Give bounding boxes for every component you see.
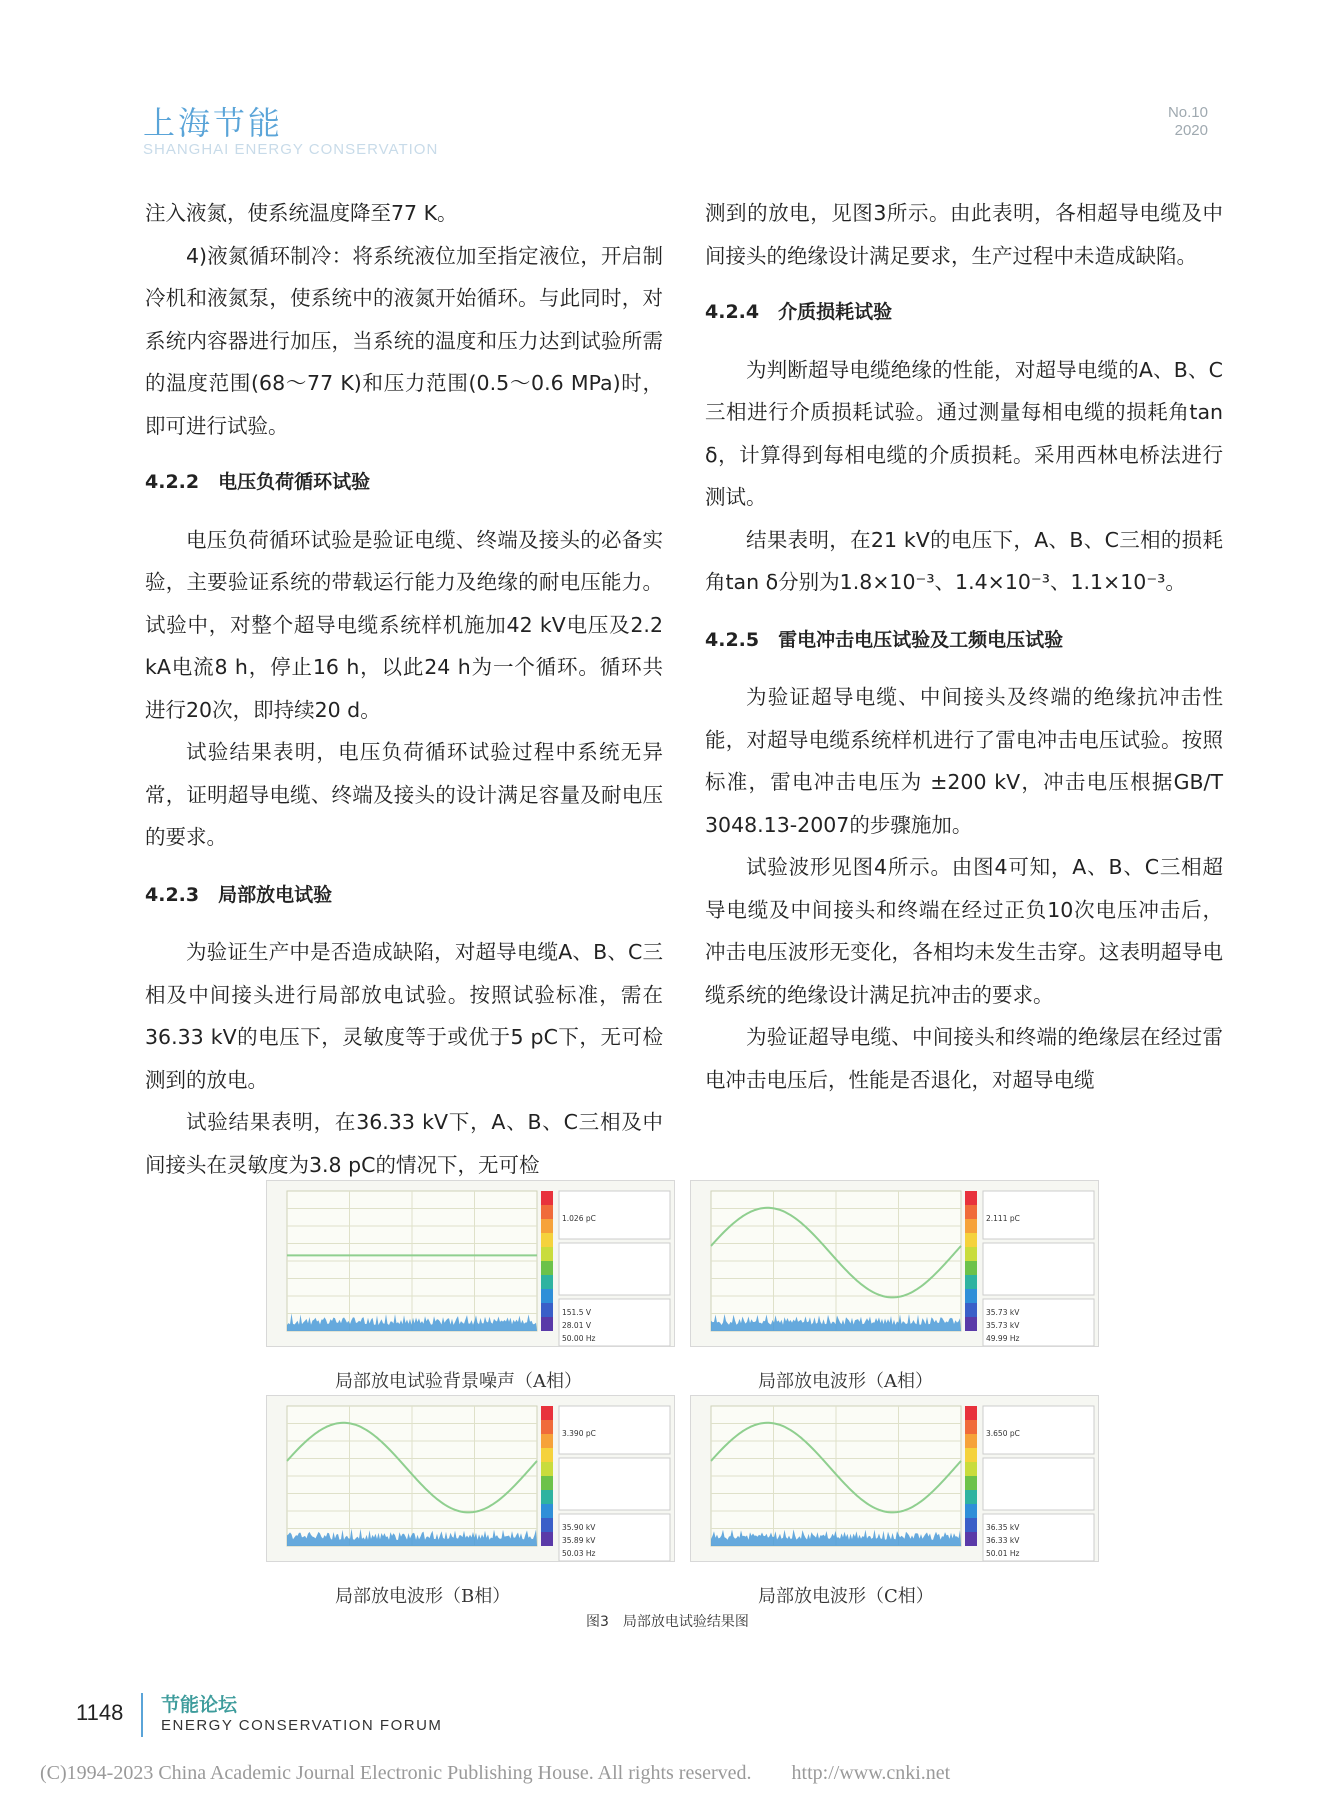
intensity-scale-cell	[541, 1233, 553, 1247]
intensity-scale-cell	[541, 1261, 553, 1275]
left-column	[145, 192, 663, 1186]
readout-value: 49.99 Hz	[986, 1334, 1020, 1343]
footer-divider	[141, 1693, 143, 1737]
paragraph: 结果表明，在21 kV的电压下，A、B、C三相的损耗角tan δ分别为1.8×10⁻³、1.4×10⁻³、1.1×10⁻³。	[705, 527, 1223, 594]
paragraph: 试验结果表明，电压负荷循环试验过程中系统无异常，证明超导电缆、终端及接头的设计满足容量及耐电压的要求。	[145, 740, 663, 849]
copyright-notice: (C)1994-2023 China Academic Journal Electronic Publishing House. All rights reserved. http://www.cnki.net	[40, 1762, 951, 1784]
intensity-scale-cell	[965, 1434, 977, 1448]
readout-value: 50.00 Hz	[562, 1334, 596, 1343]
right-column	[705, 192, 1223, 1101]
readout-value: 50.03 Hz	[562, 1549, 596, 1558]
intensity-scale-cell	[965, 1490, 977, 1504]
figure-caption: 图3 局部放电试验结果图	[586, 1614, 749, 1630]
intensity-scale-cell	[541, 1275, 553, 1289]
paragraph: 为验证生产中是否造成缺陷，对超导电缆A、B、C三相及中间接头进行局部放电试验。按照试验标准，需在36.33 kV的电压下，灵敏度等于或优于5 pC下，无可检测到的放电。	[145, 940, 663, 1092]
intensity-scale-cell	[965, 1448, 977, 1462]
issue-year: 2020	[1174, 122, 1208, 139]
intensity-scale-cell	[541, 1247, 553, 1261]
intensity-scale-cell	[965, 1420, 977, 1434]
pd-plot	[267, 1396, 674, 1561]
section-heading-4-2-4: 4.2.4 介质损耗试验	[705, 301, 893, 323]
intensity-scale-cell	[541, 1289, 553, 1303]
paragraph: 为判断超导电缆绝缘的性能，对超导电缆的A、B、C三相进行介质损耗试验。通过测量每相电缆的损耗角tan δ，计算得到每相电缆的介质损耗。采用西林电桥法进行测试。	[705, 357, 1223, 509]
intensity-scale-cell	[965, 1289, 977, 1303]
issue-info	[1168, 104, 1208, 140]
readout-value: 50.01 Hz	[986, 1549, 1020, 1558]
intensity-scale-cell	[965, 1476, 977, 1490]
readout-value: 35.89 kV	[562, 1536, 596, 1545]
readout-value: 35.90 kV	[562, 1523, 596, 1532]
paragraph: 测到的放电，见图3所示。由此表明，各相超导电缆及中间接头的绝缘设计满足要求，生产过程中未造成缺陷。	[705, 201, 1223, 268]
intensity-scale-cell	[541, 1406, 553, 1420]
intensity-scale-cell	[541, 1518, 553, 1532]
readout-value: 36.35 kV	[986, 1523, 1020, 1532]
intensity-scale-cell	[965, 1504, 977, 1518]
paragraph: 试验波形见图4所示。由图4可知，A、B、C三相超导电缆及中间接头和终端在经过正负10次电压冲击后，冲击电压波形无变化，各相均未发生击穿。这表明超导电缆系统的绝缘设计满足抗冲击的要求。	[705, 855, 1223, 1007]
intensity-scale-cell	[541, 1205, 553, 1219]
intensity-scale-cell	[541, 1420, 553, 1434]
intensity-scale-cell	[965, 1532, 977, 1546]
readout-value: 35.73 kV	[986, 1308, 1020, 1317]
page-number: 1148	[76, 1700, 124, 1725]
journal-title-en: SHANGHAI ENERGY CONSERVATION	[143, 141, 439, 158]
intensity-scale-cell	[965, 1191, 977, 1205]
readout-value: 151.5 V	[562, 1308, 591, 1317]
pd-panel-wave-a	[690, 1180, 1099, 1347]
intensity-scale-cell	[965, 1233, 977, 1247]
pd-panel-wave-b	[266, 1395, 675, 1562]
intensity-scale-cell	[541, 1434, 553, 1448]
intensity-scale-cell	[541, 1219, 553, 1233]
intensity-scale-cell	[965, 1247, 977, 1261]
issue-number: No.10	[1167, 104, 1208, 121]
intensity-scale-cell	[965, 1275, 977, 1289]
paragraph: 为验证超导电缆、中间接头及终端的绝缘抗冲击性能，对超导电缆系统样机进行了雷电冲击电压试验。按照标准，雷电冲击电压为 ±200 kV，冲击电压根据GB/T 3048.13-2007的步骤施加。	[705, 685, 1223, 837]
readout-value: 3.650 pC	[986, 1429, 1020, 1438]
pd-plot	[691, 1181, 1098, 1346]
paragraph: 注入液氮，使系统温度降至77 K。	[145, 201, 458, 225]
intensity-scale-cell	[541, 1448, 553, 1462]
paragraph: 试验结果表明，在36.33 kV下，A、B、C三相及中间接头在灵敏度为3.8 pC的情况下，无可检	[145, 1110, 663, 1177]
intensity-scale-cell	[965, 1317, 977, 1331]
intensity-scale-cell	[541, 1504, 553, 1518]
intensity-scale-cell	[541, 1462, 553, 1476]
readout-value: 35.73 kV	[986, 1321, 1020, 1330]
intensity-scale-cell	[541, 1532, 553, 1546]
intensity-scale-cell	[541, 1317, 553, 1331]
panel-caption: 局部放电波形（C相）	[758, 1586, 934, 1607]
paragraph: 电压负荷循环试验是验证电缆、终端及接头的必备实验，主要验证系统的带载运行能力及绝缘的耐电压能力。试验中，对整个超导电缆系统样机施加42 kV电压及2.2 kA电流8 h，停止16 h，以此24 h为一个循环。循环共进行20次，即持续20 d。	[145, 527, 663, 722]
intensity-scale-cell	[965, 1518, 977, 1532]
readout-value: 1.026 pC	[562, 1214, 596, 1223]
intensity-scale-cell	[965, 1406, 977, 1420]
pd-panel-wave-c	[690, 1395, 1099, 1562]
pd-panel-noise-a	[266, 1180, 675, 1347]
readout-value: 28.01 V	[562, 1321, 591, 1330]
section-heading-4-2-2: 4.2.2 电压负荷循环试验	[145, 471, 371, 493]
panel-caption: 局部放电波形（B相）	[335, 1586, 511, 1607]
paragraph: 4)液氮循环制冷：将系统液位加至指定液位，开启制冷机和液氮泵，使系统中的液氮开始循环。与此同时，对系统内容器进行加压，当系统的温度和压力达到试验所需的温度范围(68～77 K)和压力范围(0.5～0.6 MPa)时，即可进行试验。	[145, 243, 663, 438]
section-heading-4-2-3: 4.2.3 局部放电试验	[145, 883, 333, 906]
pd-plot	[691, 1396, 1098, 1561]
intensity-scale-cell	[965, 1261, 977, 1275]
intensity-scale-cell	[965, 1219, 977, 1233]
paragraph: 为验证超导电缆、中间接头和终端的绝缘层在经过雷电冲击电压后，性能是否退化，对超导电缆	[705, 1025, 1223, 1092]
readout-value: 3.390 pC	[562, 1429, 596, 1438]
intensity-scale-cell	[541, 1303, 553, 1317]
panel-caption: 局部放电试验背景噪声（A相）	[335, 1371, 582, 1392]
pd-plot	[267, 1181, 674, 1346]
forum-title-en: ENERGY CONSERVATION FORUM	[161, 1717, 443, 1734]
intensity-scale-cell	[541, 1476, 553, 1490]
readout-value: 36.33 kV	[986, 1536, 1020, 1545]
intensity-scale-cell	[541, 1191, 553, 1205]
journal-title-cn: 上海节能	[143, 104, 284, 142]
intensity-scale-cell	[541, 1490, 553, 1504]
intensity-scale-cell	[965, 1462, 977, 1476]
intensity-scale-cell	[965, 1303, 977, 1317]
readout-value: 2.111 pC	[986, 1214, 1020, 1223]
forum-title-cn: 节能论坛	[161, 1694, 238, 1716]
intensity-scale-cell	[965, 1205, 977, 1219]
panel-caption: 局部放电波形（A相）	[758, 1371, 933, 1392]
section-heading-4-2-5: 4.2.5 雷电冲击电压试验及工频电压试验	[705, 628, 1064, 651]
